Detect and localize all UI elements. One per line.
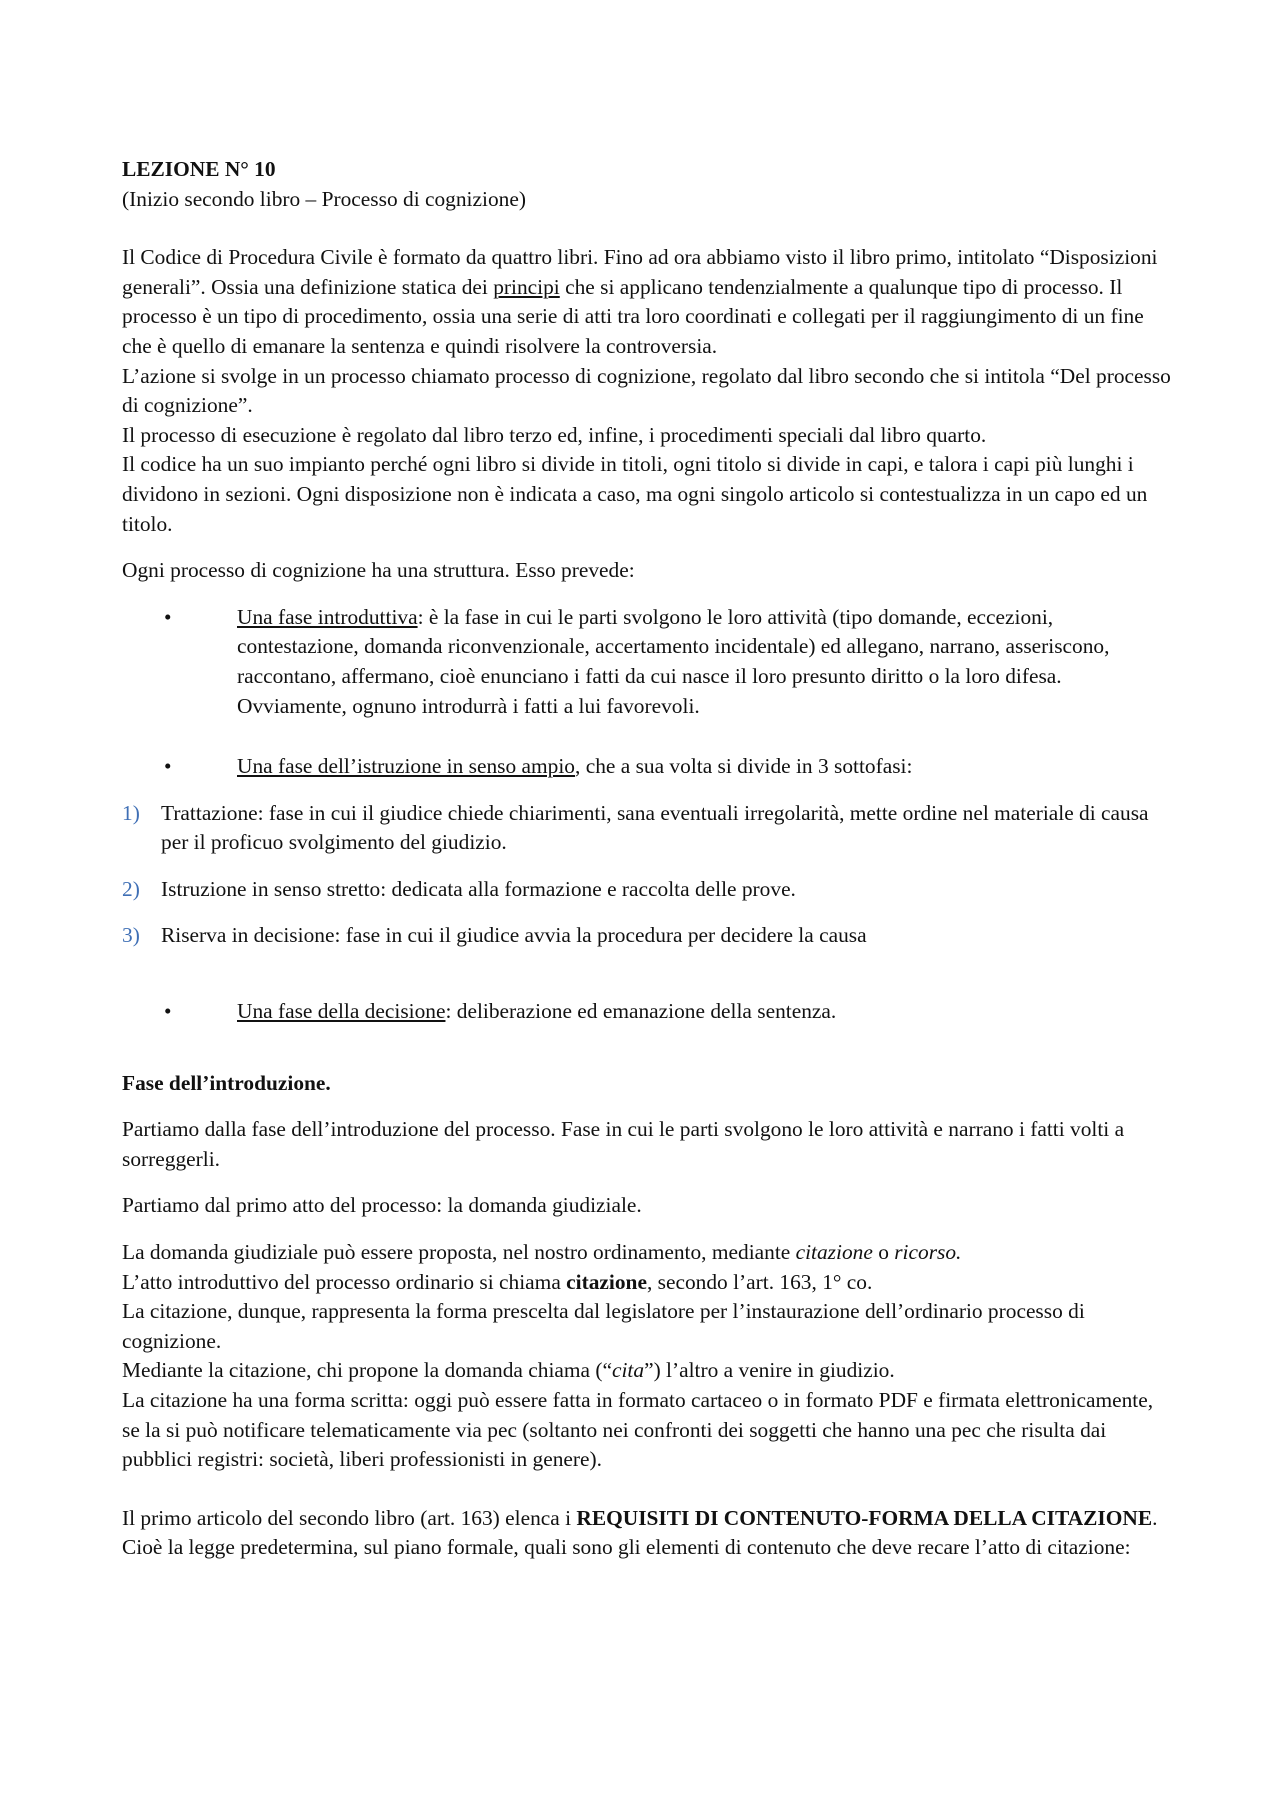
bullet-term: Una fase della decisione bbox=[237, 999, 446, 1024]
bullet-icon: • bbox=[164, 999, 172, 1024]
numbered-item: 2) Istruzione in senso stretto: dedicata alla formazione e raccolta delle prove. bbox=[122, 875, 1172, 905]
numbered-item: 1) Trattazione: fase in cui il giudice chiede chiarimenti, sana eventuali irregolarità, mette ordine nel materiale di causa per il proficuo svolgimento del giudizio. bbox=[122, 800, 1149, 855]
section-paragraph-6: Mediante la citazione, chi propone la domanda chiama (“cita”) l’altro a venire in giudizio. bbox=[122, 1358, 895, 1383]
item-number: 2) bbox=[122, 876, 140, 901]
list-item: • Una fase dell’istruzione in senso ampio, che a sua volta si divide in 3 sottofasi: bbox=[122, 752, 1172, 782]
intro-paragraph-3: Il processo di esecuzione è regolato dal libro terzo ed, infine, i procedimenti speciali dal libro quarto. bbox=[122, 422, 987, 447]
list-item: • Una fase della decisione: deliberazione ed emanazione della sentenza. bbox=[122, 997, 1172, 1027]
bullet-icon: • bbox=[164, 754, 172, 779]
lesson-subtitle: (Inizio secondo libro – Processo di cognizione) bbox=[122, 186, 526, 211]
intro-paragraph-2: L’azione si svolge in un processo chiamato processo di cognizione, regolato dal libro secondo che si intitola “Del processo di cognizione”. bbox=[122, 363, 1171, 418]
bullet-term: Una fase introduttiva bbox=[237, 604, 418, 629]
bullet-term: Una fase dell’istruzione in senso ampio bbox=[237, 754, 575, 779]
section-paragraph-5: La citazione, dunque, rappresenta la forma prescelta dal legislatore per l’instaurazione dell’ordinario processo di cognizione. bbox=[122, 1299, 1085, 1353]
structure-lead: Ogni processo di cognizione ha una struttura. Esso prevede: bbox=[122, 558, 635, 583]
intro-paragraph-1: Il Codice di Procedura Civile è formato da quattro libri. Fino ad ora abbiamo visto il libro primo, intitolato “Disposizioni generali”. Ossia una definizione statica dei principi che si applicano tendenzialmente a qualunque tipo di processo. Il processo è un tipo di procedimento, ossia una serie di atti tra loro coordinati e collegati per il raggiungimento di un fine che è quello di emanare la sentenza e quindi risolvere la controversia. bbox=[122, 245, 1158, 358]
section-heading: Fase dell’introduzione. bbox=[122, 1070, 331, 1095]
section-paragraph-9: Cioè la legge predetermina, sul piano formale, quali sono gli elementi di contenuto che deve recare l’atto di citazione: bbox=[122, 1535, 1131, 1560]
numbered-item: 3) Riserva in decisione: fase in cui il giudice avvia la procedura per decidere la causa bbox=[122, 921, 1172, 951]
principi-link[interactable]: principi bbox=[493, 274, 560, 299]
section-paragraph-8: Il primo articolo del secondo libro (art. 163) elenca i REQUISITI DI CONTENUTO-FORMA DELLA CITAZIONE. bbox=[122, 1505, 1158, 1530]
item-number: 3) bbox=[122, 923, 140, 948]
document-page bbox=[122, 155, 1172, 1563]
intro-paragraph-4: Il codice ha un suo impianto perché ogni libro si divide in titoli, ogni titolo si divide in capi, e talora i capi più lunghi i dividono in sezioni. Ogni disposizione non è indicata a caso, ma ogni singolo articolo si contestualizza in un capo ed un titolo. bbox=[122, 452, 1148, 536]
list-item: • Una fase introduttiva: è la fase in cui le parti svolgono le loro attività (tipo domande, eccezioni, contestazione, domanda riconvenzionale, accertamento incidentale) ed allegano, narrano, asseriscono, raccontano, affermano, cioè enunciano i fatti da cui nasce il loro presunto diritto o la loro difesa. Ovviamente, ognuno introdurrà i fatti a lui favorevoli. bbox=[164, 604, 1110, 718]
item-number: 1) bbox=[122, 800, 140, 825]
bullet-icon: • bbox=[164, 604, 172, 629]
section-paragraph-7: La citazione ha una forma scritta: oggi può essere fatta in formato cartaceo o in formato PDF e firmata elettronicamente, se la si può notificare telematicamente via pec (soltanto nei confronti dei soggetti che hanno una pec che risulta dai pubblici registri: società, liberi professionisti in genere). bbox=[122, 1388, 1154, 1472]
lesson-title: LEZIONE N° 10 bbox=[122, 157, 276, 181]
section-paragraph-3: La domanda giudiziale può essere proposta, nel nostro ordinamento, mediante citazione o ricorso. bbox=[122, 1240, 962, 1265]
section-paragraph-2: Partiamo dal primo atto del processo: la domanda giudiziale. bbox=[122, 1193, 642, 1218]
section-paragraph-1: Partiamo dalla fase dell’introduzione del processo. Fase in cui le parti svolgono le loro attività e narrano i fatti volti a sorreggerli. bbox=[122, 1117, 1125, 1171]
section-paragraph-4: L’atto introduttivo del processo ordinario si chiama citazione, secondo l’art. 163, 1° co. bbox=[122, 1269, 873, 1294]
